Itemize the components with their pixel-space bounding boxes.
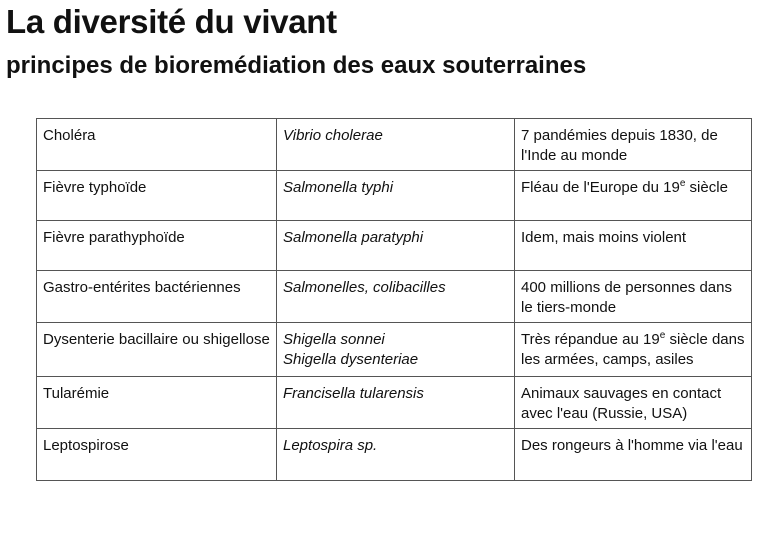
table-row [37,323,752,377]
description-cell: 7 pandémies depuis 1830, de l'Inde au monde [515,119,752,171]
disease-cell: Fièvre parathyphoïde [37,221,277,271]
disease-cell: Dysenterie bacillaire ou shigellose [37,323,277,377]
species-name: Salmonella paratyphi [283,229,424,246]
page-subtitle: principes de bioremédiation des eaux souterraines [6,52,587,79]
disease-cell: Fièvre typhoïde [37,171,277,221]
species-cell [277,271,515,323]
species-name: Francisella tularensis [283,385,424,402]
species-cell [277,171,515,221]
table-row [37,221,752,271]
page-title: La diversité du vivant [6,3,337,40]
table-row [37,271,752,323]
species-name: Shigella dysenteriae [283,351,419,368]
species-name: Salmonelles, colibacilles [283,279,446,296]
table-row [37,171,752,221]
disease-cell: Gastro-entérites bactériennes [37,271,277,323]
species-name: Shigella sonnei [283,331,385,348]
description-cell: Des rongeurs à l'homme via l'eau [515,429,752,481]
table-row [37,429,752,481]
species-name: Leptospira sp. [283,437,378,454]
description-cell: 400 millions de personnes dans le tiers-monde [515,271,752,323]
table-row [37,119,752,171]
description-cell: Très répandue au 19e siècle dans les armées, camps, asiles [515,323,752,377]
description-cell: Idem, mais moins violent [515,221,752,271]
species-cell [277,429,515,481]
species-cell [277,323,515,377]
description-cell: Animaux sauvages en contact avec l'eau (Russie, USA) [515,377,752,429]
species-name: Salmonella typhi [283,179,394,196]
table-body [37,119,752,481]
species-cell [277,221,515,271]
species-cell [277,377,515,429]
waterborne-diseases-table [36,118,752,481]
species-cell [277,119,515,171]
disease-cell: Choléra [37,119,277,171]
table-row [37,377,752,429]
disease-cell: Tularémie [37,377,277,429]
disease-cell: Leptospirose [37,429,277,481]
description-cell: Fléau de l'Europe du 19e siècle [515,171,752,221]
species-name: Vibrio cholerae [283,127,383,144]
